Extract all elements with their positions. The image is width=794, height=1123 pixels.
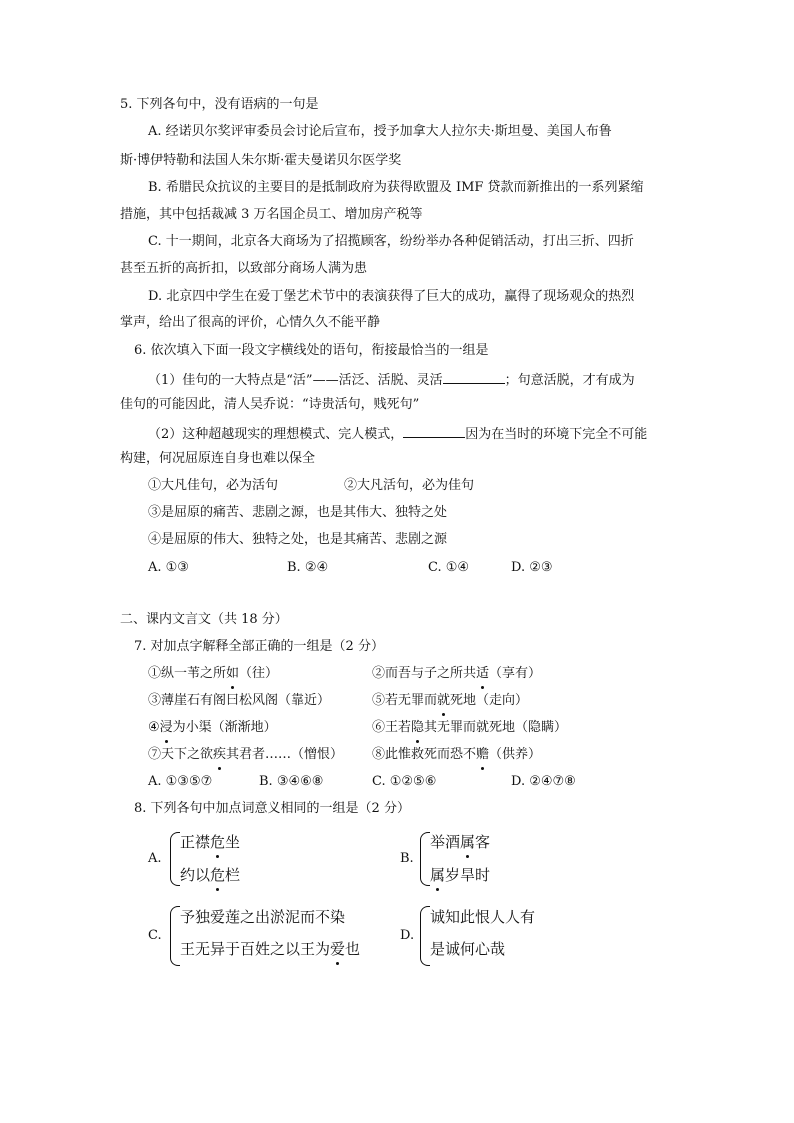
q7-choice-a: A. ①③⑤⑦ xyxy=(148,774,213,789)
q6-para1-text-b: ；句意活脱，才有成为 xyxy=(504,373,635,388)
emphasis-char: 属 xyxy=(460,833,476,851)
emphasis-char: 隐 xyxy=(411,720,425,735)
q7-item-2: ②而吾与子之所共适（享有） xyxy=(372,666,542,681)
q6-stem: 6. 依次填入下面一段文字横线处的语句，衔接最恰当的一组是 xyxy=(134,343,489,358)
q8-option-b-line2: 属岁旱时 xyxy=(430,866,491,884)
q5-option-c-line1: C. 十一期间，北京各大商场为了招揽顾客，纷纷举办各种促销活动，打出三折、四折 xyxy=(148,234,634,249)
q8-option-d-letter: D. xyxy=(400,928,415,943)
q6-para1-line2: 佳句的可能因此，清人吴乔说：“诗贵活句，贱死句” xyxy=(120,397,420,412)
q8-option-d-line1: 诚知此恨人人有 xyxy=(430,908,536,926)
q8-option-d-brace xyxy=(420,906,430,966)
q5-option-a-line1: A. 经诺贝尔奖评审委员会讨论后宣布，授予加拿大人拉尔夫·斯坦曼、美国人布鲁 xyxy=(148,124,612,139)
q8-option-a-line2: 约以危栏 xyxy=(180,866,241,884)
q6-option-3: ③是屈原的痛苦、悲剧之源，也是其伟大、独特之处 xyxy=(148,505,448,520)
q6-para2-text-a: （2）这种超越现实的理想模式、完人模式， xyxy=(148,427,404,442)
emphasis-char: 爱 xyxy=(330,940,346,958)
q7-item-8: ⑧此惟救死而恐不赡（供养） xyxy=(372,747,542,762)
q6-para1-text-a: （1）佳句的一大特点是“活”——活泛、活脱、灵活 xyxy=(148,373,443,388)
q5-option-a-line2: 斯·博伊特勒和法国人朱尔斯·霍夫曼诺贝尔医学奖 xyxy=(120,153,402,168)
q8-option-b-letter: B. xyxy=(400,851,414,866)
q7-stem: 7. 对加点字解释全部正确的一组是（2 分） xyxy=(134,639,384,654)
q6-para1-line1 xyxy=(148,369,635,390)
q5-stem: 5. 下列各句中，没有语病的一句是 xyxy=(120,97,319,112)
emphasis-char: 如 xyxy=(226,666,240,681)
q6-blank-2 xyxy=(403,423,465,438)
q6-para2-text-b: 因为在当时的环境下完全不可能 xyxy=(465,427,648,442)
q5-option-d-line2: 掌声，给出了很高的评价，心情久久不能平静 xyxy=(120,315,381,330)
q7-choice-b: B. ③④⑥⑧ xyxy=(259,774,324,789)
q6-para2-line2: 构建，何况屈原连自身也难以保全 xyxy=(120,451,316,466)
q7-item-7: ⑦天下之欲疾其君者……（憎恨） xyxy=(148,747,344,762)
q6-para2-line1 xyxy=(148,423,647,444)
q8-option-c-line1: 予独爱莲之出淤泥而不染 xyxy=(180,908,346,926)
emphasis-char: 赡 xyxy=(476,747,490,762)
q8-option-a-brace xyxy=(170,832,180,886)
q8-option-c-letter: C. xyxy=(148,928,162,943)
q8-option-c-line2: 王无异于百姓之以王为爱也 xyxy=(180,940,361,958)
q6-choice-d: D. ②③ xyxy=(511,560,553,575)
q8-option-a-letter: A. xyxy=(148,851,162,866)
emphasis-char: 就 xyxy=(437,693,451,708)
q8-option-c-brace xyxy=(170,906,180,966)
emphasis-char: 危 xyxy=(210,833,226,851)
q7-choice-d: D. ②④⑦⑧ xyxy=(511,774,576,789)
q7-choice-c: C. ①②⑤⑥ xyxy=(372,774,437,789)
q8-option-d-line2: 是诚何心哉 xyxy=(430,940,506,958)
q7-item-4: ④浸为小渠（渐渐地） xyxy=(148,720,277,735)
q8-option-a-line1: 正襟危坐 xyxy=(180,833,241,851)
emphasis-char: 危 xyxy=(210,866,226,884)
q7-item-5: ⑤若无罪而就死地（走向） xyxy=(372,693,529,708)
q6-option-2: ②大凡活句，必为佳句 xyxy=(344,478,475,493)
q8-option-b-brace xyxy=(420,832,430,886)
q7-item-1: ①纵一苇之所如（往） xyxy=(148,666,279,681)
q6-choice-c: C. ①④ xyxy=(428,560,470,575)
emphasis-char: 浸 xyxy=(159,720,173,735)
q5-option-b-line2: 措施，其中包括裁减 3 万名国企员工、增加房产税等 xyxy=(120,207,423,222)
q6-option-1: ①大凡佳句，必为活句 xyxy=(148,478,279,493)
q8-stem: 8. 下列各句中加点词意义相同的一组是（2 分） xyxy=(134,801,410,816)
q8-option-b-line1: 举酒属客 xyxy=(430,833,491,851)
q6-choice-b: B. ②④ xyxy=(287,560,329,575)
q5-option-c-line2: 甚至五折的高折扣，以致部分商场人满为患 xyxy=(120,261,368,276)
emphasis-char: 适 xyxy=(476,666,490,681)
q6-blank-1 xyxy=(443,369,505,384)
emphasis-char: 疾 xyxy=(213,747,227,762)
q7-item-3: ③薄崖石有阁曰松风阁（靠近） xyxy=(148,693,331,708)
q6-option-4: ④是屈原的伟大、独特之处，也是其痛苦、悲剧之源 xyxy=(148,532,448,547)
q5-option-d-line1: D. 北京四中学生在爱丁堡艺术节中的表演获得了巨大的成功，赢得了现场观众的热烈 xyxy=(148,289,635,304)
q6-choice-a: A. ①③ xyxy=(148,560,189,575)
q7-item-6: ⑥王若隐其无罪而就死地（隐瞒） xyxy=(372,720,568,735)
emphasis-char: 属 xyxy=(430,866,446,884)
q5-option-b-line1: B. 希腊民众抗议的主要目的是抵制政府为获得欧盟及 IMF 贷款而新推出的一系列紧缩 xyxy=(148,180,644,195)
section-title: 二、课内文言文（共 18 分） xyxy=(120,612,288,627)
